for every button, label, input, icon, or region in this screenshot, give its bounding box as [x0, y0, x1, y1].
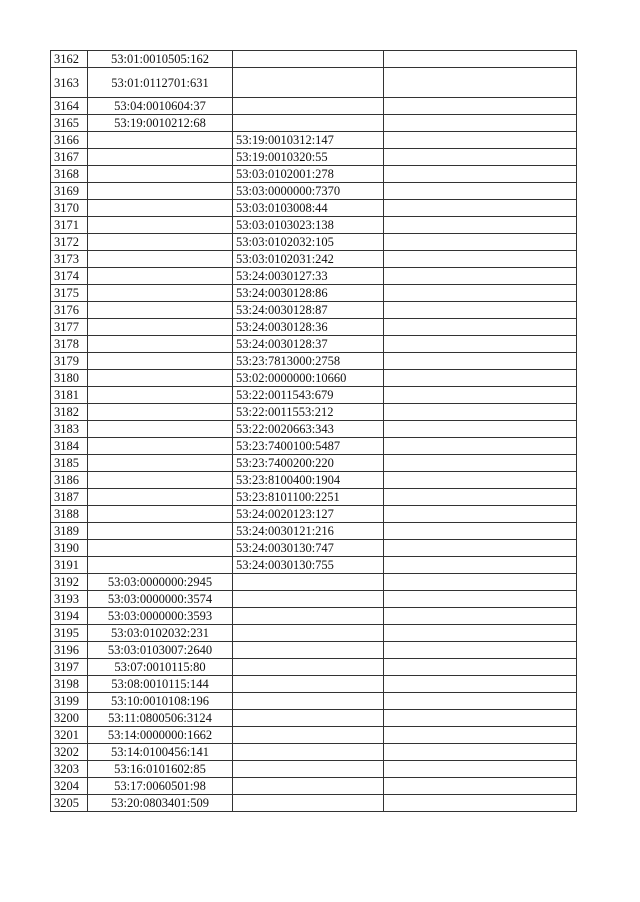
empty-cell	[384, 557, 577, 574]
table-row	[51, 540, 577, 557]
cadastral-number-alt-cell	[233, 115, 384, 132]
cadastral-number-alt-cell: 53:23:8101100:2251	[233, 489, 384, 506]
empty-cell	[384, 200, 577, 217]
row-number-cell: 3177	[51, 319, 88, 336]
empty-cell	[384, 676, 577, 693]
cadastral-number-cell	[88, 421, 233, 438]
cadastral-number-cell: 53:17:0060501:98	[88, 778, 233, 795]
cadastral-number-alt-cell: 53:23:8100400:1904	[233, 472, 384, 489]
cadastral-number-alt-cell: 53:22:0020663:343	[233, 421, 384, 438]
cadastral-number-alt-cell: 53:23:7400200:220	[233, 455, 384, 472]
cadastral-number-alt-cell: 53:24:0030121:216	[233, 523, 384, 540]
empty-cell	[384, 523, 577, 540]
row-number-cell: 3170	[51, 200, 88, 217]
table-row	[51, 353, 577, 370]
cadastral-number-cell	[88, 217, 233, 234]
empty-cell	[384, 489, 577, 506]
cadastral-number-alt-cell: 53:03:0102031:242	[233, 251, 384, 268]
row-number-cell: 3167	[51, 149, 88, 166]
row-number-cell: 3172	[51, 234, 88, 251]
row-number-cell: 3181	[51, 387, 88, 404]
table-row	[51, 506, 577, 523]
empty-cell	[384, 370, 577, 387]
table-row	[51, 659, 577, 676]
row-number-cell: 3193	[51, 591, 88, 608]
table-row	[51, 115, 577, 132]
cadastral-number-alt-cell	[233, 761, 384, 778]
row-number-cell: 3176	[51, 302, 88, 319]
empty-cell	[384, 506, 577, 523]
empty-cell	[384, 285, 577, 302]
table-row	[51, 319, 577, 336]
cadastral-number-alt-cell	[233, 778, 384, 795]
cadastral-number-cell	[88, 353, 233, 370]
cadastral-number-alt-cell: 53:03:0102032:105	[233, 234, 384, 251]
cadastral-number-alt-cell: 53:24:0030130:747	[233, 540, 384, 557]
table-row	[51, 591, 577, 608]
empty-cell	[384, 574, 577, 591]
cadastral-number-alt-cell: 53:19:0010312:147	[233, 132, 384, 149]
cadastral-number-alt-cell: 53:24:0030128:37	[233, 336, 384, 353]
cadastral-number-cell	[88, 166, 233, 183]
table-row	[51, 183, 577, 200]
table-row	[51, 234, 577, 251]
cadastral-number-alt-cell: 53:24:0030128:36	[233, 319, 384, 336]
table-row	[51, 438, 577, 455]
cadastral-number-cell: 53:08:0010115:144	[88, 676, 233, 693]
table-row	[51, 761, 577, 778]
empty-cell	[384, 659, 577, 676]
cadastral-number-alt-cell	[233, 693, 384, 710]
row-number-cell: 3198	[51, 676, 88, 693]
row-number-cell: 3183	[51, 421, 88, 438]
table-row	[51, 387, 577, 404]
cadastral-number-alt-cell: 53:03:0103008:44	[233, 200, 384, 217]
empty-cell	[384, 268, 577, 285]
cadastral-number-alt-cell: 53:02:0000000:10660	[233, 370, 384, 387]
row-number-cell: 3165	[51, 115, 88, 132]
cadastral-number-cell: 53:07:0010115:80	[88, 659, 233, 676]
empty-cell	[384, 98, 577, 115]
table-row	[51, 217, 577, 234]
empty-cell	[384, 68, 577, 98]
empty-cell	[384, 472, 577, 489]
empty-cell	[384, 591, 577, 608]
table-row	[51, 421, 577, 438]
row-number-cell: 3205	[51, 795, 88, 812]
cadastral-number-cell: 53:11:0800506:3124	[88, 710, 233, 727]
cadastral-number-cell: 53:03:0000000:2945	[88, 574, 233, 591]
row-number-cell: 3201	[51, 727, 88, 744]
table-row	[51, 166, 577, 183]
cadastral-number-alt-cell	[233, 574, 384, 591]
cadastral-number-cell: 53:03:0000000:3574	[88, 591, 233, 608]
table-row	[51, 98, 577, 115]
row-number-cell: 3197	[51, 659, 88, 676]
cadastral-number-alt-cell: 53:23:7813000:2758	[233, 353, 384, 370]
cadastral-number-cell	[88, 285, 233, 302]
cadastral-number-cell	[88, 506, 233, 523]
cadastral-number-alt-cell: 53:24:0030130:755	[233, 557, 384, 574]
cadastral-number-cell	[88, 251, 233, 268]
row-number-cell: 3162	[51, 51, 88, 68]
cadastral-number-cell: 53:14:0000000:1662	[88, 727, 233, 744]
row-number-cell: 3164	[51, 98, 88, 115]
table-row	[51, 744, 577, 761]
row-number-cell: 3184	[51, 438, 88, 455]
cadastral-number-cell	[88, 489, 233, 506]
row-number-cell: 3180	[51, 370, 88, 387]
cadastral-number-alt-cell: 53:03:0103023:138	[233, 217, 384, 234]
cadastral-number-cell	[88, 455, 233, 472]
empty-cell	[384, 625, 577, 642]
empty-cell	[384, 693, 577, 710]
table-row	[51, 710, 577, 727]
empty-cell	[384, 132, 577, 149]
row-number-cell: 3204	[51, 778, 88, 795]
row-number-cell: 3189	[51, 523, 88, 540]
table-row	[51, 642, 577, 659]
row-number-cell: 3194	[51, 608, 88, 625]
table-row	[51, 68, 577, 98]
table-row	[51, 625, 577, 642]
table-row	[51, 472, 577, 489]
cadastral-number-cell	[88, 234, 233, 251]
cadastral-number-cell: 53:04:0010604:37	[88, 98, 233, 115]
table-row	[51, 200, 577, 217]
cadastral-number-alt-cell	[233, 795, 384, 812]
empty-cell	[384, 319, 577, 336]
empty-cell	[384, 642, 577, 659]
table-row	[51, 268, 577, 285]
empty-cell	[384, 234, 577, 251]
row-number-cell: 3196	[51, 642, 88, 659]
cadastral-number-cell	[88, 404, 233, 421]
empty-cell	[384, 353, 577, 370]
cadastral-number-alt-cell: 53:03:0102001:278	[233, 166, 384, 183]
row-number-cell: 3166	[51, 132, 88, 149]
cadastral-number-alt-cell: 53:22:0011543:679	[233, 387, 384, 404]
empty-cell	[384, 149, 577, 166]
cadastral-number-alt-cell	[233, 727, 384, 744]
table-body	[51, 51, 577, 812]
table-row	[51, 693, 577, 710]
cadastral-number-alt-cell: 53:24:0020123:127	[233, 506, 384, 523]
empty-cell	[384, 438, 577, 455]
cadastral-number-cell	[88, 336, 233, 353]
cadastral-number-cell: 53:16:0101602:85	[88, 761, 233, 778]
row-number-cell: 3175	[51, 285, 88, 302]
empty-cell	[384, 302, 577, 319]
table-row	[51, 149, 577, 166]
table-row	[51, 574, 577, 591]
table-row	[51, 302, 577, 319]
row-number-cell: 3178	[51, 336, 88, 353]
table-row	[51, 285, 577, 302]
cadastral-number-cell: 53:19:0010212:68	[88, 115, 233, 132]
cadastral-number-cell: 53:20:0803401:509	[88, 795, 233, 812]
cadastral-number-cell	[88, 472, 233, 489]
empty-cell	[384, 183, 577, 200]
row-number-cell: 3195	[51, 625, 88, 642]
cadastral-number-cell: 53:14:0100456:141	[88, 744, 233, 761]
cadastral-number-cell: 53:01:0112701:631	[88, 68, 233, 98]
row-number-cell: 3168	[51, 166, 88, 183]
table-row	[51, 608, 577, 625]
table-row	[51, 489, 577, 506]
empty-cell	[384, 761, 577, 778]
row-number-cell: 3171	[51, 217, 88, 234]
cadastral-number-alt-cell	[233, 676, 384, 693]
row-number-cell: 3174	[51, 268, 88, 285]
cadastral-number-cell	[88, 149, 233, 166]
table-row	[51, 336, 577, 353]
empty-cell	[384, 455, 577, 472]
cadastral-table	[50, 50, 577, 812]
empty-cell	[384, 540, 577, 557]
empty-cell	[384, 710, 577, 727]
cadastral-number-alt-cell	[233, 659, 384, 676]
cadastral-number-cell	[88, 387, 233, 404]
cadastral-number-alt-cell: 53:24:0030128:87	[233, 302, 384, 319]
empty-cell	[384, 336, 577, 353]
row-number-cell: 3173	[51, 251, 88, 268]
cadastral-number-alt-cell: 53:23:7400100:5487	[233, 438, 384, 455]
cadastral-number-cell	[88, 183, 233, 200]
cadastral-number-cell	[88, 302, 233, 319]
row-number-cell: 3191	[51, 557, 88, 574]
table-row	[51, 370, 577, 387]
cadastral-number-cell	[88, 557, 233, 574]
cadastral-number-cell	[88, 268, 233, 285]
row-number-cell: 3203	[51, 761, 88, 778]
row-number-cell: 3190	[51, 540, 88, 557]
cadastral-number-alt-cell	[233, 744, 384, 761]
empty-cell	[384, 795, 577, 812]
table-row	[51, 132, 577, 149]
table-row	[51, 557, 577, 574]
table-row	[51, 51, 577, 68]
empty-cell	[384, 217, 577, 234]
cadastral-number-cell	[88, 319, 233, 336]
cadastral-number-alt-cell	[233, 591, 384, 608]
empty-cell	[384, 421, 577, 438]
cadastral-number-cell	[88, 438, 233, 455]
cadastral-number-cell: 53:10:0010108:196	[88, 693, 233, 710]
cadastral-number-alt-cell	[233, 642, 384, 659]
cadastral-number-alt-cell: 53:22:0011553:212	[233, 404, 384, 421]
cadastral-number-cell: 53:03:0000000:3593	[88, 608, 233, 625]
cadastral-number-alt-cell	[233, 625, 384, 642]
table-row	[51, 455, 577, 472]
row-number-cell: 3200	[51, 710, 88, 727]
cadastral-number-cell	[88, 132, 233, 149]
cadastral-number-alt-cell: 53:24:0030127:33	[233, 268, 384, 285]
empty-cell	[384, 608, 577, 625]
row-number-cell: 3188	[51, 506, 88, 523]
row-number-cell: 3163	[51, 68, 88, 98]
empty-cell	[384, 778, 577, 795]
table-row	[51, 676, 577, 693]
cadastral-number-alt-cell	[233, 710, 384, 727]
empty-cell	[384, 166, 577, 183]
empty-cell	[384, 115, 577, 132]
empty-cell	[384, 387, 577, 404]
cadastral-number-cell	[88, 370, 233, 387]
table-row	[51, 404, 577, 421]
cadastral-number-alt-cell: 53:24:0030128:86	[233, 285, 384, 302]
cadastral-number-alt-cell: 53:03:0000000:7370	[233, 183, 384, 200]
empty-cell	[384, 744, 577, 761]
row-number-cell: 3187	[51, 489, 88, 506]
row-number-cell: 3185	[51, 455, 88, 472]
cadastral-number-alt-cell	[233, 51, 384, 68]
cadastral-number-alt-cell: 53:19:0010320:55	[233, 149, 384, 166]
cadastral-number-cell	[88, 540, 233, 557]
table-row	[51, 778, 577, 795]
row-number-cell: 3169	[51, 183, 88, 200]
cadastral-number-cell: 53:03:0102032:231	[88, 625, 233, 642]
cadastral-number-cell: 53:01:0010505:162	[88, 51, 233, 68]
table-row	[51, 727, 577, 744]
cadastral-number-cell	[88, 200, 233, 217]
empty-cell	[384, 51, 577, 68]
row-number-cell: 3192	[51, 574, 88, 591]
cadastral-number-alt-cell	[233, 68, 384, 98]
row-number-cell: 3186	[51, 472, 88, 489]
row-number-cell: 3202	[51, 744, 88, 761]
cadastral-number-alt-cell	[233, 98, 384, 115]
empty-cell	[384, 727, 577, 744]
table-row	[51, 251, 577, 268]
empty-cell	[384, 251, 577, 268]
table-row	[51, 523, 577, 540]
cadastral-number-alt-cell	[233, 608, 384, 625]
table-row	[51, 795, 577, 812]
cadastral-number-cell	[88, 523, 233, 540]
cadastral-number-cell: 53:03:0103007:2640	[88, 642, 233, 659]
row-number-cell: 3199	[51, 693, 88, 710]
empty-cell	[384, 404, 577, 421]
row-number-cell: 3179	[51, 353, 88, 370]
row-number-cell: 3182	[51, 404, 88, 421]
